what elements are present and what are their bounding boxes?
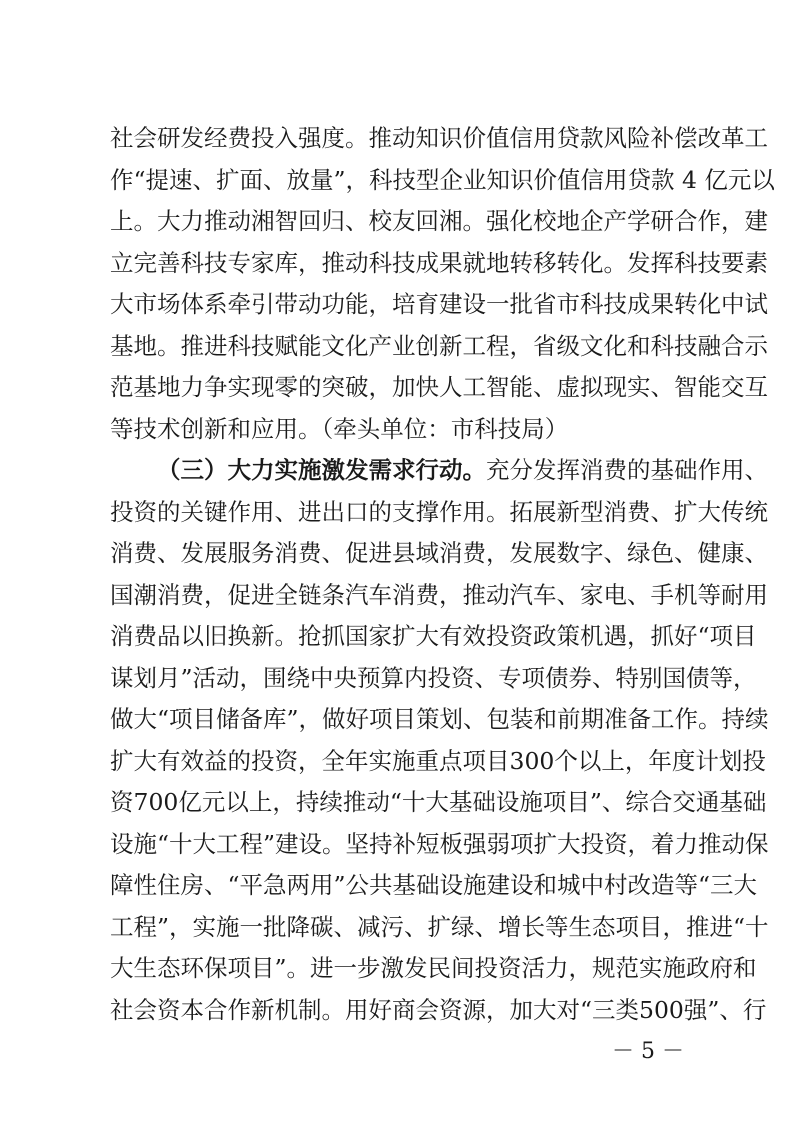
text-line: 等技术创新和应用。（牵头单位：市科技局） [110,414,569,443]
text-line: 工程”，实施一批降碳、减污、扩绿、增长等生态项目，推进“十 [110,912,769,941]
text-line: 设施“十大工程”建设。坚持补短板强弱项扩大投资，着力推动保 [110,829,769,858]
text-line: 障性住房、“平急两用”公共基础设施建设和城中村改造等“三大 [110,871,758,899]
text-line: 社会研发经费投入强度。推动知识价值信用贷款风险补偿改革工 [110,124,768,152]
text-line: 投资的关键作用、进出口的支撑作用。拓展新型消费、扩大传统 [110,497,768,526]
text-line: 消费品以旧换新。抢抓国家扩大有效投资政策机遇，抓好“项目 [110,622,757,650]
section-heading-continuation: 充分发挥消费的基础作用、 [486,456,768,484]
text-line: 资700亿元以上，持续推动“十大基础设施项目”、综合交通基础 [110,788,767,816]
text-line: 做大“项目储备库”，做好项目策划、包装和前期准备工作。持续 [110,705,769,733]
text-line: 大生态环保项目”。进一步激发民间投资活力，规范实施政府和 [110,954,757,982]
section-heading: （三）大力实施激发需求行动。 [157,456,486,484]
text-line: 谋划月”活动，围绕中央预算内投资、专项债券、特别国债等， [110,663,757,692]
text-line: 范基地力争实现零的突破，加快人工智能、虚拟现实、智能交互 [110,373,768,401]
text-line: 国潮消费，促进全链条汽车消费，推动汽车、家电、手机等耐用 [110,580,768,609]
page-number: － 5 － [612,1039,684,1064]
text-line: 基地。推进科技赋能文化产业创新工程，省级文化和科技融合示 [110,331,768,360]
section-heading-line [157,450,768,490]
text-line: 扩大有效益的投资，全年实施重点项目300个以上，年度计划投 [110,746,766,775]
text-line: 上。大力推动湘智回归、校友回湘。强化校地企产学研合作，建 [110,207,768,235]
text-line: 大市场体系牵引带动功能，培育建设一批省市科技成果转化中试 [110,290,768,318]
text-line: 社会资本合作新机制。用好商会资源，加大对“三类500强”、行 [110,995,767,1024]
text-line: 立完善科技专家库，推动科技成果就地转移转化。发挥科技要素 [110,248,768,277]
text-line: 消费、发展服务消费、促进县域消费，发展数字、绿色、健康、 [110,539,768,567]
text-line: 作“提速、扩面、放量”，科技型企业知识价值信用贷款 4 亿元以 [110,165,775,194]
